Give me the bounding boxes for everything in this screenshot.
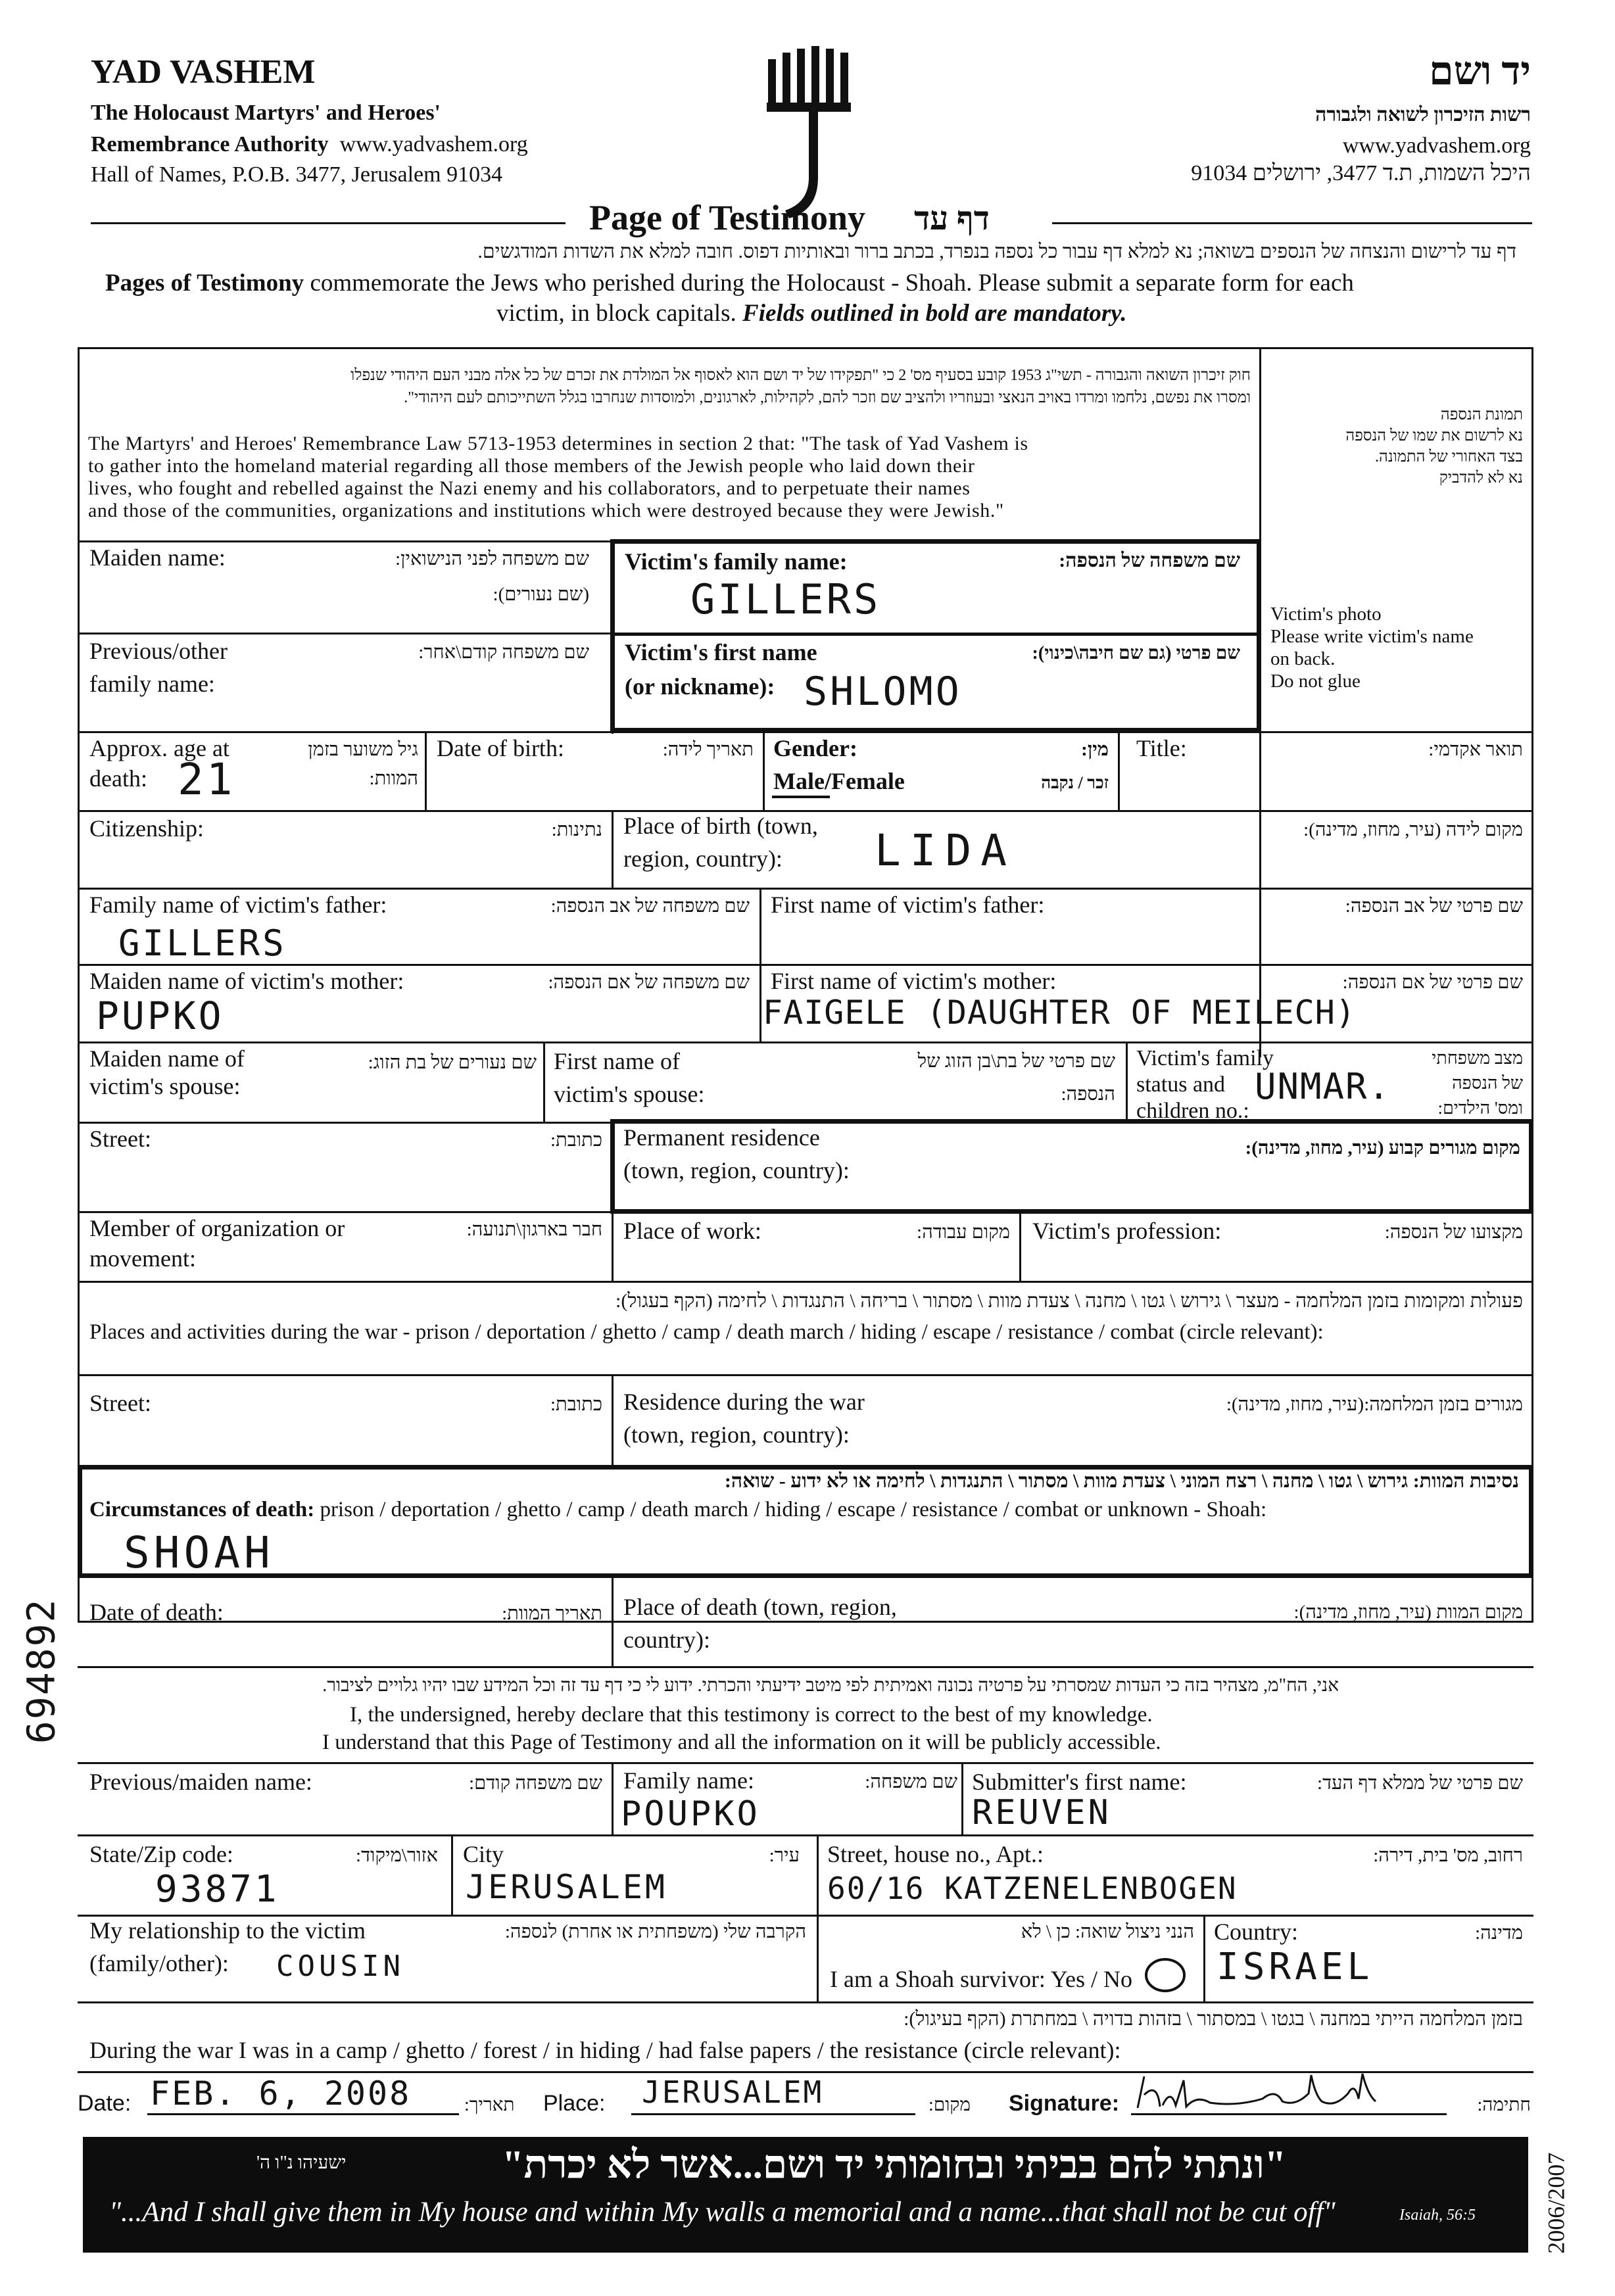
mother-first-label: First name of victim's mother: [771,968,1057,994]
submitter-prev-label: Previous/maiden name: [89,1769,312,1795]
submitter-street-value[interactable]: 60/16 KATZENELENBOGEN [827,1871,1238,1906]
work-label-he: מקום עבודה: [917,1222,1010,1243]
rule [78,1915,1533,1917]
submitter-first-value[interactable]: REUVEN [972,1793,1111,1832]
dod-label: Date of death: [89,1599,224,1625]
submitter-first-label: Submitter's first name: [972,1769,1187,1795]
previous-name-label-2: family name: [89,671,215,697]
pob-value[interactable]: LIDA [875,825,1016,876]
member-label-2: movement: [89,1245,196,1272]
instructions-he: דף עד לרישום והנצחה של הנספים בשואה; נא למלא דף עבור כל נספה בנפרד, בכתב ברור ובאותיות דפוס. חובה למלא את השדות המודגשים. [477,241,1516,262]
he-org-subtitle: רשות הזיכרון לשואה ולגבורה [1315,104,1531,126]
spouse-maiden-label: Maiden name of [89,1045,245,1072]
photo-note-he-1: תמונת הנספה [1440,406,1523,423]
profession-label: Victim's profession: [1032,1218,1222,1244]
father-first-label-he: שם פרטי של אב הנספה: [1345,896,1523,917]
photo-note-en-1: Victim's photo [1270,604,1382,625]
he-org-address: היכל השמות, ת.ד 3477, ירושלים 91034 [1191,161,1531,185]
photo-note-en-3: on back. [1270,648,1336,669]
perm-res-label-2: (town, region, country): [623,1157,850,1184]
spouse-first-label: First name of [554,1048,680,1074]
rule [610,633,1261,636]
archive-number: 694892 [18,1598,64,1744]
signature-label-he: חתימה: [1477,2095,1531,2115]
signature-label: Signature: [1009,2091,1120,2116]
age-label: Approx. age at [89,735,229,761]
family-status-label-he: מצב משפחתי [1432,1048,1523,1068]
war-street-label-he: כתובת: [550,1394,602,1415]
circumstances-label-he: נסיבות המוות: גירוש \ גטו \ מחנה \ רצח המוני \ צעדת מוות \ מסתור \ התנגדות \ לחימה או לא ידוע - שואה: [724,1470,1519,1492]
org-subtitle: The Holocaust Martyrs' and Heroes' [91,101,441,125]
maiden-name-label-he: שם משפחה לפני הנישואין: [395,548,589,569]
rule [1203,1915,1205,2003]
street-label: Street: [89,1126,151,1152]
gender-options-he: זכר / נקבה [1041,773,1109,792]
country-label: Country: [1214,1919,1299,1945]
declaration-he: אני, הח"מ, מצהיר בזה כי העדות שמסרתי על פרטיה נכונה ואמיתית לפי מיטב ידיעתי והכרתי. ידוע לי כי דף עד זה וכל המידע שבו יהיו גלויים לציבור. [322,1675,1339,1696]
submitter-first-label-he: שם פרטי של ממלא דף העד: [1317,1773,1523,1794]
circumstances-label: Circumstances of death: prison / deportation / ghetto / camp / death march / hiding / escape / resistance / combat or unknown - Shoah: [89,1498,1267,1521]
age-value[interactable]: 21 [178,754,235,805]
spouse-first-label-he-2: הנספה: [1061,1084,1115,1105]
photo-note-he-2: נא לרשום את שמו של הנספה [1345,427,1523,444]
survivor-label-he: הנני ניצול שואה: כן \ לא [1021,1921,1194,1942]
pod-label: Place of death (town, region, [623,1594,897,1620]
father-first-label: First name of victim's father: [771,892,1045,918]
rule [78,2001,1533,2003]
rule [78,633,614,634]
law-text-en-4: and those of the communities, organizations and institutions which were destroyed because they were Jewish." [88,500,1004,521]
declaration-en-1: I, the undersigned, hereby declare that this testimony is correct to the best of my knowledge. [350,1703,1153,1727]
submitter-family-label-he: שם משפחה: [865,1771,957,1792]
maiden-name-label: Maiden name: [89,544,226,571]
rule [612,1374,614,1465]
dod-label-he: תאריך המוות: [502,1603,602,1624]
org-title: YAD VASHEM [91,53,316,91]
place-label-he: מקום: [928,2095,971,2115]
during-war-label: During the war I was in a camp / ghetto / forest / in hiding / had false papers / the resistance (circle relevant): [89,2037,1121,2063]
rule [1019,1211,1021,1282]
rule [78,1666,1533,1668]
law-text-en-3: lives, who fought and rebelled against the Nazi enemy and his collaborators, and to perpetuate their names [88,477,971,499]
photo-note-he-3: בצד האחורי של התמונה. [1375,448,1523,466]
photo-note-en-4: Do not glue [1270,671,1361,692]
mother-first-label-he: שם פרטי של אם הנספה: [1342,972,1523,993]
declaration-en-2: I understand that this Page of Testimony and all the information on it will be publicly accessible. [322,1731,1161,1754]
banner-quote-he: "ונתתי להם בביתי ובחומותי יד ושם...אשר לא יכרת" [502,2143,1286,2186]
country-value[interactable]: ISRAEL [1217,1946,1374,1988]
mother-maiden-label-he: שם משפחה של אם הנספה: [548,972,750,993]
rule [78,964,1533,966]
rule [78,1762,1533,1764]
gender-label: Gender: [773,735,857,761]
member-label-he: חבר בארגון\תנועה: [466,1219,602,1240]
first-name-value[interactable]: SHLOMO [804,669,962,715]
family-status-value[interactable]: UNMAR. [1255,1066,1391,1107]
previous-name-label-he: שם משפחה קודם\אחר: [418,642,589,663]
age-label-2: death: [89,765,147,792]
org-subtitle-2: Remembrance Authority www.yadvashem.org [91,132,528,156]
citizenship-label: Citizenship: [89,815,204,842]
photo-note-he-4: נא לא להדביק [1439,469,1523,487]
family-status-label-he-2: של הנספה [1452,1073,1523,1093]
war-places-label: Places and activities during the war - prison / deportation / ghetto / camp / death march / hiding / escape / resistance / combat (circle relevant): [89,1320,1324,1344]
pod-label-2: country): [623,1627,710,1653]
spouse-maiden-label-2: victim's spouse: [89,1073,241,1099]
perm-res-label: Permanent residence [623,1124,820,1151]
gender-male-underline [772,796,830,798]
he-org-title: יד ושם [1429,49,1531,93]
mother-maiden-label: Maiden name of victim's mother: [89,968,404,994]
war-res-label: Residence during the war [623,1389,865,1415]
previous-name-label: Previous/other [89,638,228,664]
rule [817,1915,819,2003]
first-name-label-2: (or nickname): [625,673,775,700]
header-rule-right [1052,222,1532,224]
title-label: Title: [1136,735,1187,761]
submitter-street-label: Street, house no., Apt.: [827,1841,1044,1867]
date-line [147,2113,459,2115]
rule [1118,731,1120,811]
instructions-en-2: victim, in block capitals. Fields outlined in bold are mandatory. [496,300,1127,327]
rule [817,1834,819,1916]
father-family-label: Family name of victim's father: [89,892,387,918]
spouse-maiden-label-he: שם נעורים של בת הזוג: [368,1052,537,1073]
profession-label-he: מקצועו של הנספה: [1384,1222,1523,1243]
rule [961,1762,963,1836]
family-status-label-2: status and [1136,1072,1226,1097]
zip-value[interactable]: 93871 [155,1868,279,1911]
survivor-no-circle [1144,1957,1186,1994]
rule [78,1834,1533,1836]
work-label: Place of work: [623,1218,761,1244]
street-label-he: כתובת: [550,1130,602,1151]
age-label-he: גיל משוער בזמן [308,739,418,760]
pob-label: Place of birth (town, [623,813,818,839]
submitter-family-value[interactable]: POUPKO [621,1794,760,1834]
page-title: Page of Testimony [589,198,866,237]
dob-label: Date of birth: [437,735,564,761]
age-label-he-2: המוות: [369,768,418,789]
rule [612,810,614,889]
first-name-label: Victim's first name [625,639,817,665]
rule [78,1041,1533,1043]
mother-maiden-value[interactable]: PUPKO [96,993,224,1038]
spouse-first-label-he: שם פרטי של בת\בן הזוג של [917,1051,1115,1072]
rule [78,810,1533,812]
family-name-label-he: שם משפחה של הנספה: [1059,550,1240,571]
date-label: Date: [78,2091,132,2116]
family-name-value[interactable]: GILLERS [690,575,881,623]
place-label: Place: [543,2091,606,2116]
law-text-en-2: to gather into the homeland material regarding all those members of the Jewish people who laid down their [88,455,975,477]
father-family-value[interactable]: GILLERS [118,922,287,964]
rule [78,1281,1533,1283]
zip-label: State/Zip code: [89,1841,233,1867]
banner-ref-he: ישעיהו נ"ו ה' [256,2153,347,2173]
law-text-en-1: The Martyrs' and Heroes' Remembrance Law 5713-1953 determines in section 2 that: "The task of Yad Vashem is [88,433,1028,454]
form-version: 2006/2007 [1543,2152,1570,2254]
relationship-label-he: הקרבה שלי (משפחתית או אחרת) לנספה: [504,1921,806,1942]
city-label: City [463,1841,504,1867]
date-label-he: תאריך: [464,2095,515,2115]
banner-quote-en: "...And I shall give them in My house and within My walls a memorial and a name...that shall not be cut off" [109,2197,1336,2228]
signature-line [1131,2113,1447,2115]
place-line [631,2113,915,2115]
place-value[interactable]: JERUSALEM [642,2074,824,2110]
war-places-he: פעולות ומקומות בזמן המלחמה - מעצר \ גירוש \ גטו \ מחנה \ צעדת מוות \ מסתור \ בריחה \ התנגדות \ לחימה (הקף בעגול): [615,1290,1523,1312]
rule [451,1834,453,1916]
header-rule-left [91,222,566,224]
rule [612,1762,614,1836]
gender-label-he: מין: [1081,739,1109,760]
pod-label-he: מקום המוות (עיר, מחוז, מדינה): [1293,1602,1523,1623]
org-website: www.yadvashem.org [339,132,528,156]
submitter-street-label-he: רחוב, מס' בית, דירה: [1373,1845,1523,1866]
photo-note-en-2: Please write victim's name [1270,626,1474,647]
pob-label-2: region, country): [623,846,783,872]
maiden-name-label-he-2: (שם נעורים): [493,584,589,605]
gender-options[interactable]: Male/Female [773,768,905,794]
during-war-he: בזמן המלחמה הייתי במחנה \ בגטו \ במסתור \ בזהות בדויה \ במחתרת (הקף בעיגול): [904,2008,1523,2030]
zip-label-he: אזור\מיקוד: [356,1845,438,1866]
family-status-label: Victim's family [1136,1046,1274,1070]
relationship-value[interactable]: COUSIN [276,1949,404,1983]
submitter-prev-label-he: שם משפחה קודם: [469,1773,602,1794]
title-label-he: תואר אקדמי: [1428,739,1523,760]
perm-res-label-he: מקום מגורים קבוע (עיר, מחוז, מדינה): [1245,1137,1520,1159]
member-label: Member of organization or [89,1215,345,1241]
family-name-label: Victim's family name: [625,548,848,575]
rule [763,731,765,811]
citizenship-label-he: נתינות: [551,819,602,840]
submitter-family-label: Family name: [623,1767,754,1794]
org-address: Hall of Names, P.O.B. 3477, Jerusalem 91034 [91,162,503,187]
law-text-he-2: ומסרו את נפשם, נלחמו ומרדו באויב הנאצי ובעוזריו ולהציב שם וזכר להם, לקהילות, לארגונים, ולמוסדות שנחרבו בגלל השתייכותם לעם היהודי". [404,389,1251,406]
relationship-label-2: (family/other): [89,1950,229,1976]
law-text-he-1: חוק זיכרון השואה והגבורה - תשי"ג 1953 קובע בסעיף מס' 2 כי "תפקידו של יד ושם הוא לאסוף אל המולדת את זכרם של כל אלה מבני העם היהודי שנפלו [350,367,1251,384]
city-label-he: עיר: [769,1845,800,1866]
relationship-label: My relationship to the victim [89,1917,366,1944]
country-label-he: מדינה: [1475,1923,1523,1944]
date-value[interactable]: FEB. 6, 2008 [150,2074,412,2113]
rule [543,1041,545,1123]
he-org-website: www.yadvashem.org [1342,133,1531,158]
page-title-he: דף עד [914,200,990,237]
family-status-label-3: children no.: [1136,1099,1249,1123]
family-status-label-he-3: ומס' הילדים: [1437,1098,1523,1118]
first-name-label-he: שם פרטי (גם שם חיבה\כינוי): [1032,643,1240,663]
rule [78,1374,1533,1376]
war-street-label: Street: [89,1390,151,1416]
banner-ref-en: Isaiah, 56:5 [1399,2207,1476,2224]
rule [1126,1041,1128,1123]
circumstances-value[interactable]: SHOAH [124,1527,274,1578]
rule [425,731,427,811]
dob-label-he: תאריך לידה: [662,739,754,760]
instructions-en: Pages of Testimony commemorate the Jews who perished during the Holocaust - Shoah. Please submit a separate form for each [105,270,1354,297]
spouse-first-label-2: victim's spouse: [554,1081,705,1107]
war-res-label-he: מגורים בזמן המלחמה:(עיר, מחוז, מדינה): [1226,1394,1523,1415]
rule [612,1577,614,1667]
signature-scribble [1131,2069,1460,2117]
survivor-label[interactable]: I am a Shoah survivor: Yes / No [830,1966,1132,1992]
war-res-label-2: (town, region, country): [623,1422,850,1448]
city-value[interactable]: JERUSALEM [466,1868,667,1906]
rule [78,888,1533,890]
mother-first-value[interactable]: FAIGELE (DAUGHTER OF MEILECH) [763,993,1356,1032]
father-family-label-he: שם משפחה של אב הנספה: [550,896,750,917]
pob-label-he: מקום לידה (עיר, מחוז, מדינה): [1303,819,1523,840]
